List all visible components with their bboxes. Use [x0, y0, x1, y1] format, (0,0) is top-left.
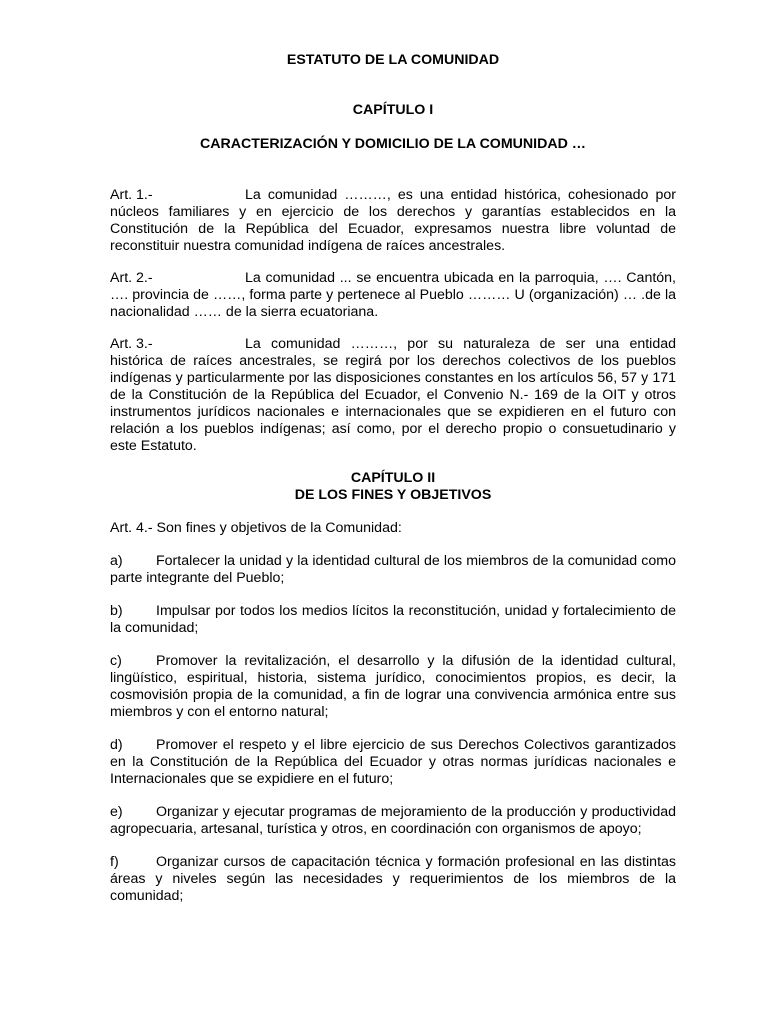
article-2-text: La comunidad ... se encuentra ubicada en la parroquia, …. Cantón, …. provincia de ……, forma parte y pertenece al Pueblo ……… U (organización) … .de la nacionalidad …… de la sierra ecuatoriana.	[110, 270, 676, 320]
list-item-letter: d)	[110, 737, 123, 753]
chapter-2-heading: CAPÍTULO II	[350, 470, 436, 486]
document-title: ESTATUTO DE LA COMUNIDAD	[286, 52, 500, 68]
list-item-letter: b)	[110, 603, 123, 619]
list-item-text: Organizar cursos de capacitación técnica y formación profesional en las distintas áreas y niveles según las necesidades y requerimientos de los miembros de la comunidad;	[110, 854, 676, 904]
chapter-1-heading: CAPÍTULO I	[352, 102, 434, 118]
document-page	[110, 52, 676, 905]
list-item-text: Fortalecer la unidad y la identidad cultural de los miembros de la comunidad como parte integrante del Pueblo;	[110, 553, 676, 586]
article-1-text: La comunidad ………, es una entidad histórica, cohesionado por núcleos familiares y en ejercicio de los derechos y garantías establecidos en la Constitución de la República del Ecuador, expresamos nuestra libre voluntad de reconstituir nuestra comunidad indígena de raíces ancestrales.	[110, 187, 676, 254]
list-item-letter: a)	[110, 553, 123, 569]
chapter-1-subheading: CARACTERIZACIÓN Y DOMICILIO DE LA COMUNIDAD …	[200, 136, 586, 152]
list-item-text: Impulsar por todos los medios lícitos la reconstitución, unidad y fortalecimiento de la comunidad;	[110, 603, 676, 636]
list-item-f	[110, 854, 676, 905]
list-item-c	[110, 653, 676, 721]
list-item-e	[110, 804, 676, 838]
chapter-2-subheading: DE LOS FINES Y OBJETIVOS	[294, 487, 492, 503]
article-1-label: Art. 1.-	[110, 187, 153, 203]
list-item-letter: f)	[110, 854, 119, 870]
list-item-text: Promover el respeto y el libre ejercicio de sus Derechos Colectivos garantizados en la Constitución de la República del Ecuador y otras normas jurídicas nacionales e Internacionales que se expidiere en el futuro;	[110, 737, 676, 787]
article-2-label: Art. 2.-	[110, 270, 153, 286]
list-item-d	[110, 737, 676, 788]
article-1	[110, 187, 676, 255]
article-3	[110, 336, 676, 455]
article-3-label: Art. 3.-	[110, 336, 153, 352]
list-item-letter: e)	[110, 804, 123, 820]
list-item-letter: c)	[110, 653, 122, 669]
article-2	[110, 270, 676, 321]
list-item-a	[110, 553, 676, 587]
list-item-text: Promover la revitalización, el desarrollo y la difusión de la identidad cultural, lingüístico, espiritual, historia, sistema jurídico, conocimientos propios, es decir, la cosmovisión propia de la comunidad, a fin de lograr una convivencia armónica entre sus miembros y con el entorno natural;	[110, 653, 676, 720]
list-item-b	[110, 603, 676, 637]
list-item-text: Organizar y ejecutar programas de mejoramiento de la producción y productividad agropecuaria, artesanal, turística y otros, en coordinación con organismos de apoyo;	[110, 804, 676, 837]
article-4: Art. 4.- Son fines y objetivos de la Comunidad:	[110, 520, 402, 536]
article-3-text: La comunidad ………, por su naturaleza de ser una entidad histórica de raíces ancestrales, se regirá por los derechos colectivos de los pueblos indígenas y particularmente por las disposiciones constantes en los artículos 56, 57 y 171 de la Constitución de la República del Ecuador, el Convenio N.- 169 de la OIT y otros instrumentos jurídicos nacionales e internacionales que se expidieren en el futuro con relación a los pueblos indígenas; así como, por el derecho propio o consuetudinario y este Estatuto.	[110, 336, 676, 454]
